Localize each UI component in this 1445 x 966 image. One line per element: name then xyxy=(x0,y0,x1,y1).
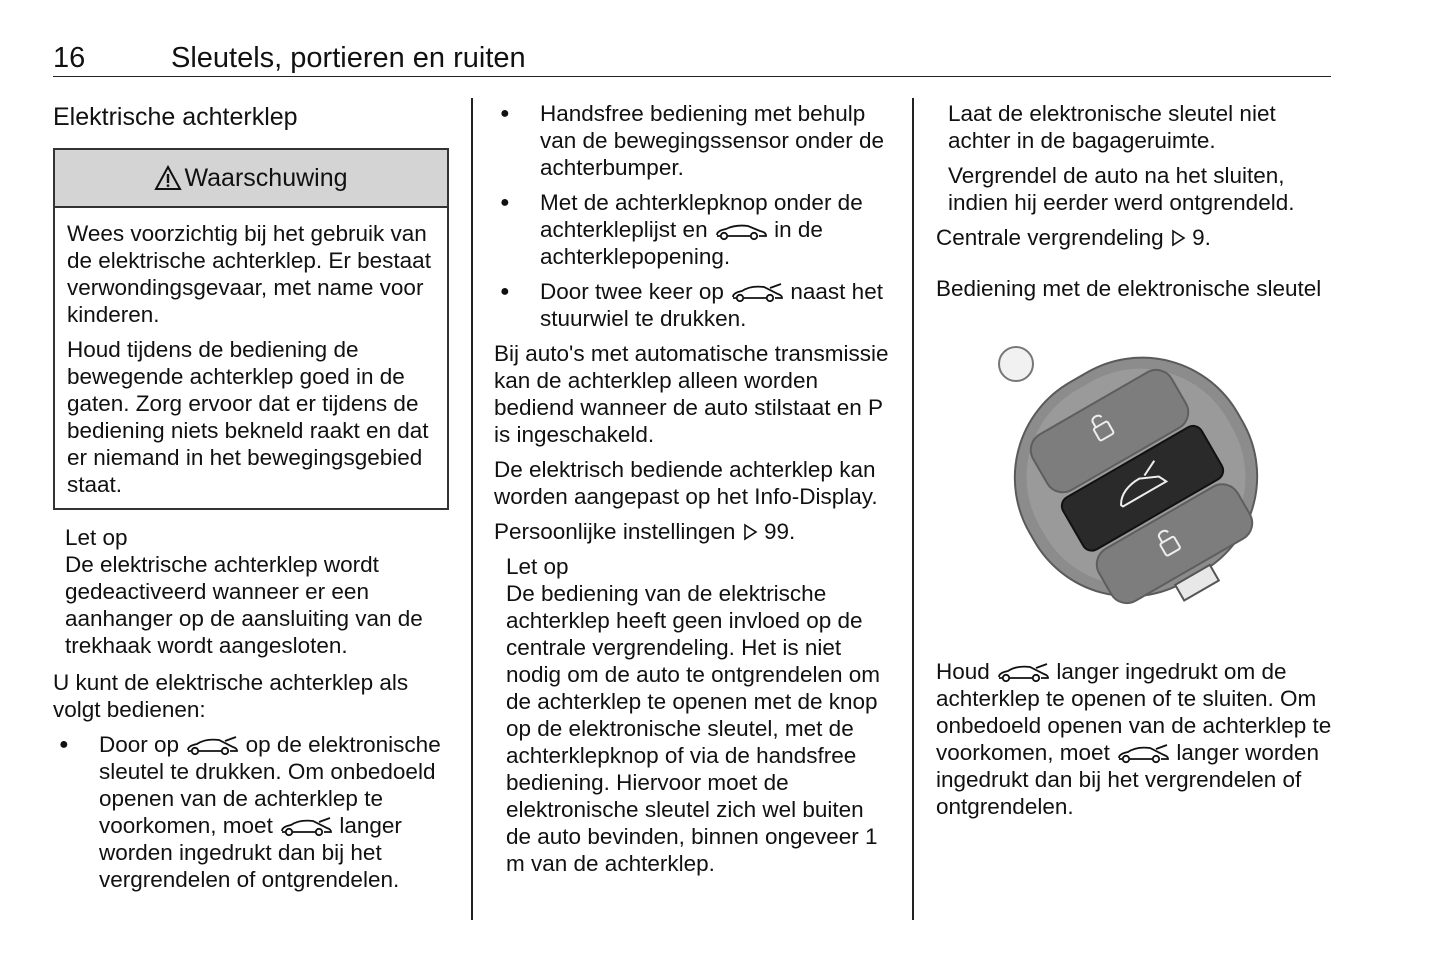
cross-reference xyxy=(936,224,1336,251)
bullet-text: Door op xyxy=(99,732,180,757)
tailgate-car-icon xyxy=(1116,744,1170,764)
bullet-text: in de achterklepopening. xyxy=(540,217,823,269)
column-divider xyxy=(912,98,914,920)
warning-header xyxy=(55,150,447,208)
warning-text: Wees voorzichtig bij het gebruik van de elektrische achterklep. Er bestaat verwondingsgevaar, met name voor kinderen. xyxy=(67,221,431,327)
electronic-key-illustration xyxy=(976,322,1296,632)
warning-title: Waarschuwing xyxy=(184,163,348,192)
paragraph-text: langer worden ingedrukt dan bij het vergrendelen of ontgrendelen. xyxy=(936,740,1319,819)
subsection-heading: Bediening met de elektronische sleutel xyxy=(936,276,1322,301)
paragraph-text: langer ingedrukt om de achterklep te openen of te sluiten. Om onbedoeld openen van de achterklep te voorkomen, moet xyxy=(936,659,1332,765)
reference-page[interactable]: 99. xyxy=(763,519,796,544)
tailgate-car-icon xyxy=(730,283,784,303)
reference-page[interactable]: 9. xyxy=(1192,225,1211,250)
operation-list xyxy=(53,731,449,893)
list-item xyxy=(494,278,894,332)
column-left xyxy=(53,100,449,901)
paragraph: Vergrendel de auto na het sluiten, indien hij eerder werd ontgrendeld. xyxy=(948,163,1295,215)
list-item xyxy=(494,189,894,270)
tailgate-car-icon xyxy=(185,736,239,756)
page-header xyxy=(53,40,1331,77)
bullet-text: langer worden ingedrukt dan bij het vergrendelen of ontgrendelen. xyxy=(99,813,402,892)
note-block xyxy=(494,553,894,877)
page-reference-arrow-icon xyxy=(742,523,758,541)
intro-paragraph: U kunt de elektrische achterklep als volgt bedienen: xyxy=(53,670,409,722)
paragraph: Bij auto's met automatische transmissie kan de achterklep alleen worden bediend wanneer de auto stilstaat en P is ingeschakeld. xyxy=(494,341,889,447)
chapter-title: Sleutels, portieren en ruiten xyxy=(171,42,526,74)
bullet-text: Door twee keer op xyxy=(540,279,724,304)
tailgate-car-icon xyxy=(996,663,1050,683)
car-icon xyxy=(714,221,768,241)
note-block xyxy=(53,524,449,659)
page-number: 16 xyxy=(53,42,86,74)
bullet-text: Handsfree bediening met behulp van de bewegingssensor onder de achterbumper. xyxy=(540,101,884,180)
bullet-text: op de elektronische sleutel te drukken. Om onbedoeld openen van de achterklep te voorkomen, moet xyxy=(99,732,441,838)
operation-list-continued xyxy=(494,100,894,332)
reference-text: Centrale vergrendeling xyxy=(936,225,1164,250)
warning-triangle-icon xyxy=(154,165,182,191)
column-middle xyxy=(494,100,894,887)
column-divider xyxy=(471,98,473,920)
page-reference-arrow-icon xyxy=(1170,229,1186,247)
list-item xyxy=(494,100,894,181)
reference-text: Persoonlijke instellingen xyxy=(494,519,736,544)
note-text: De elektrische achterklep wordt gedeactiveerd wanneer er een aanhanger op de aansluiting van de trekhaak wordt aangesloten. xyxy=(65,552,423,658)
paragraph-text: Houd xyxy=(936,659,990,684)
note-label: Let op xyxy=(65,525,128,550)
note-label: Let op xyxy=(506,554,569,579)
paragraph xyxy=(936,658,1336,820)
warning-text: Houd tijdens de bediening de bewegende achterklep goed in de gaten. Zorg ervoor dat er tijdens de bediening niets bekneld raakt en dat er niemand in het bewegingsgebied staat. xyxy=(67,337,429,497)
tailgate-car-icon xyxy=(279,817,333,837)
bullet-text: naast het stuurwiel te drukken. xyxy=(540,279,883,331)
bullet-text: Met de achterklepknop onder de achterkleplijst en xyxy=(540,190,863,242)
column-right xyxy=(936,100,1336,828)
note-text: De bediening van de elektrische achterklep heeft geen invloed op de centrale vergrendeling. Het is niet nodig om de auto te ontgrendelen om de achterklep te openen met de knop op de elektronische sleutel, met de achterklepknop of via de handsfree bediening. Hiervoor moet de elektronische sleutel zich wel buiten de auto bevinden, binnen ongeveer 1 m van de achterklep. xyxy=(506,581,881,876)
paragraph: De elektrisch bediende achterklep kan worden aangepast op het Info-Display. xyxy=(494,457,878,509)
list-item xyxy=(53,731,449,893)
paragraph: Laat de elektronische sleutel niet achter in de bagageruimte. xyxy=(948,101,1276,153)
cross-reference xyxy=(494,518,894,545)
warning-box xyxy=(53,148,449,510)
section-heading: Elektrische achterklep xyxy=(53,103,298,131)
